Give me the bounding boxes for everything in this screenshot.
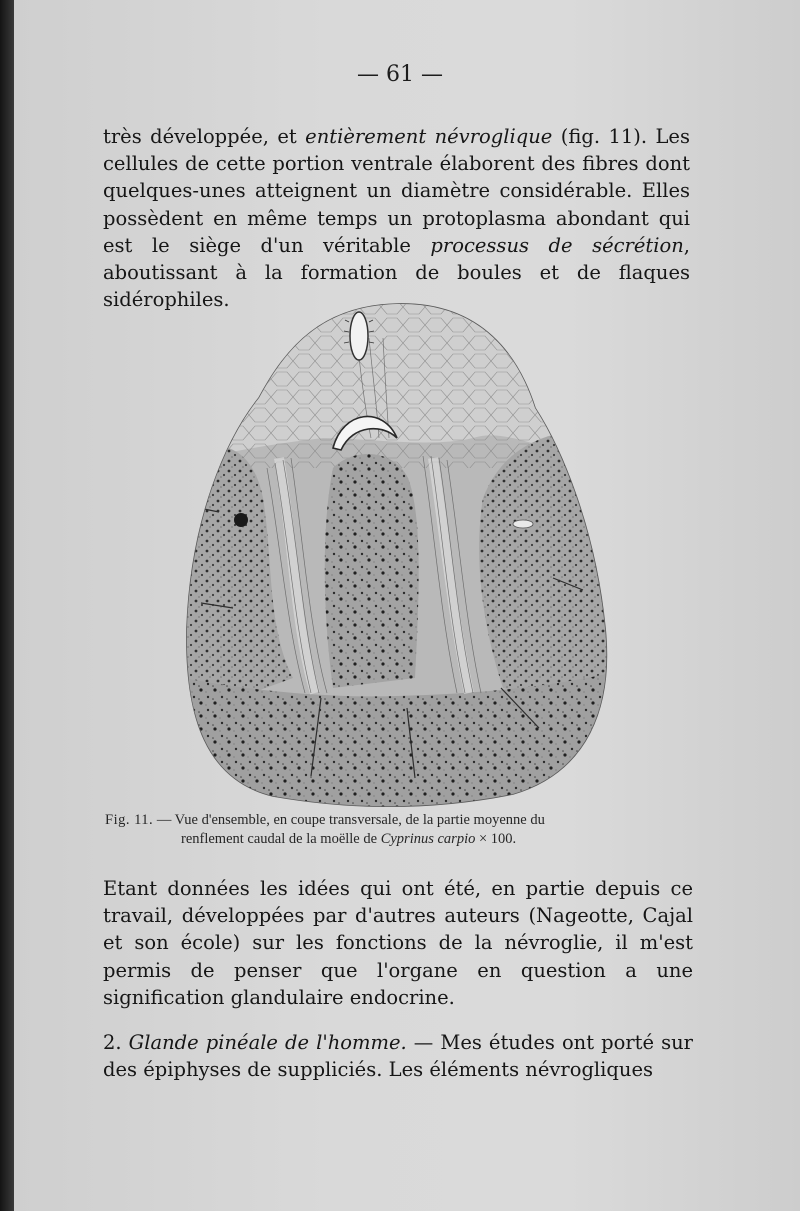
figure-11-spinal-cord-section <box>183 298 611 808</box>
figure-caption <box>105 811 685 849</box>
section-heading: Glande pinéale de l'homme. <box>128 1031 407 1054</box>
page-number: — 61 — <box>357 62 443 87</box>
dark-nucleus <box>234 513 248 527</box>
figure-label: Fig. 11. <box>105 812 154 828</box>
paragraph-1-emphasis-1: entièrement névroglique <box>305 125 553 148</box>
caption-line-2 <box>105 830 685 849</box>
paragraph-1-after: , aboutissant à la formation de boules et de flaques sidérophiles. <box>103 233 690 312</box>
caption-text-1: — Vue d'ensemble, en coupe transversale, de la partie moyenne du <box>153 812 545 828</box>
caption-species: Cyprinus carpio <box>380 831 476 847</box>
paragraph-1-before: très développée, et <box>103 125 306 148</box>
dorsal-canal <box>350 312 368 360</box>
paragraph-1-emphasis-2: processus de sécrétion <box>430 233 684 257</box>
paragraph-2: Etant données les idées qui ont été, en partie depuis ce travail, développées par d'autres auteurs (Nageotte, Cajal et son école) sur les fonctions de la névroglie, il m'est permis de penser que l'organe en question a une signification glandulaire endocrine. <box>103 877 693 1009</box>
paragraph-1-middle: (fig. 11). Les cellules de cette portion ventrale élaborent des fibres dont quelques-unes atteignent un diamètre considérable. Elles possèdent en même temps un protoplasma abondant qui est le siège d'un véritable <box>103 125 690 257</box>
caption-text-2: renflement caudal de la moëlle de <box>181 831 381 847</box>
paragraph-3-text: — Mes études ont porté sur des épiphyses de suppliciés. Les éléments névrogliques <box>103 1031 693 1082</box>
caption-magnification: × 100. <box>475 831 517 847</box>
paragraph-3 <box>103 1029 693 1083</box>
paragraph-1 <box>103 123 690 313</box>
section-number: 2. <box>103 1031 129 1054</box>
figure-illustration <box>183 298 611 808</box>
book-gutter <box>0 0 14 1211</box>
